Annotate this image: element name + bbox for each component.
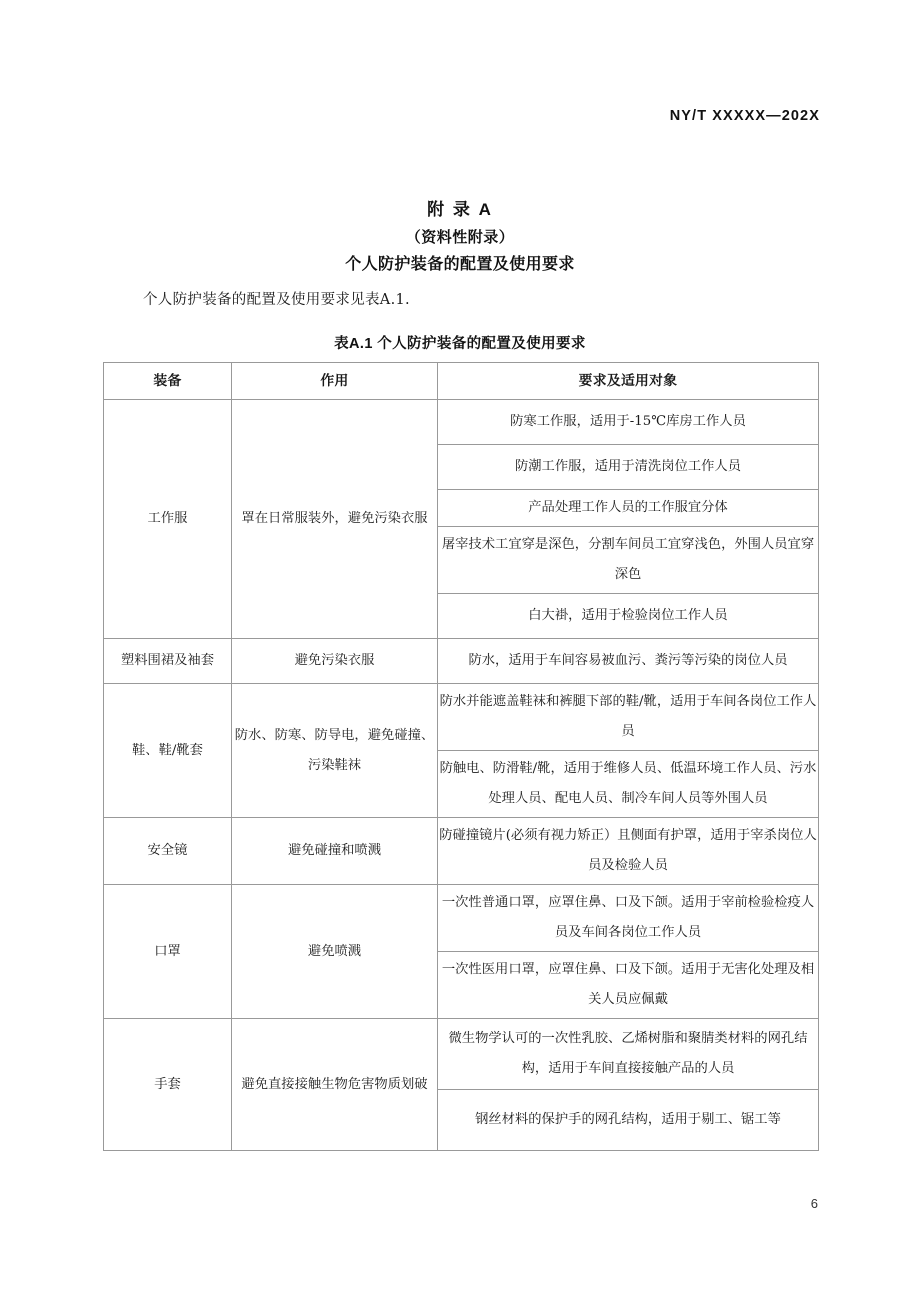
table-row [104,684,819,751]
requirement-cell: 微生物学认可的一次性乳胶、乙烯树脂和聚腈类材料的网孔结构，适用于车间直接接触产品的人员 [438,1019,819,1090]
table-header-row [104,363,819,400]
requirement-cell: 防寒工作服，适用于-15℃库房工作人员 [438,400,819,445]
column-header-function: 作用 [232,363,438,400]
standard-code-header: NY/T XXXXX—202X [669,108,820,124]
table-row [104,818,819,885]
table-caption: 表A.1 个人防护装备的配置及使用要求 [334,336,586,352]
requirement-cell: 防潮工作服，适用于清洗岗位工作人员 [438,445,819,490]
equipment-cell: 手套 [104,1019,232,1151]
equipment-cell: 工作服 [104,400,232,639]
table-row [104,639,819,684]
column-header-requirement: 要求及适用对象 [438,363,819,400]
function-cell: 避免喷溅 [232,885,438,1019]
equipment-cell: 鞋、鞋/靴套 [104,684,232,818]
requirement-cell: 防水并能遮盖鞋袜和裤腿下部的鞋/靴，适用于车间各岗位工作人员 [438,684,819,751]
requirement-cell: 钢丝材料的保护手的网孔结构，适用于剔工、锯工等 [438,1090,819,1151]
table-row [104,1019,819,1090]
requirement-cell: 屠宰技术工宜穿是深色，分割车间员工宜穿浅色，外围人员宜穿深色 [438,527,819,594]
requirement-cell: 一次性医用口罩，应罩住鼻、口及下颌。适用于无害化处理及相关人员应佩戴 [438,952,819,1019]
annex-title-block [0,196,920,279]
ppe-table-container [103,362,818,1151]
function-cell: 避免污染衣服 [232,639,438,684]
function-cell: 避免碰撞和喷溅 [232,818,438,885]
requirement-cell: 一次性普通口罩，应罩住鼻、口及下颌。适用于宰前检验检疫人员及车间各岗位工作人员 [438,885,819,952]
table-row [104,885,819,952]
page-number: 6 [810,1196,818,1211]
table-head [104,363,819,400]
requirement-cell: 防水，适用于车间容易被血污、粪污等污染的岗位人员 [438,639,819,684]
equipment-cell: 塑料围裙及袖套 [104,639,232,684]
intro-paragraph: 个人防护装备的配置及使用要求见表A.1. [143,292,410,308]
annex-label: 附 录 A [427,200,493,219]
function-cell: 防水、防寒、防导电，避免碰撞、污染鞋袜 [232,684,438,818]
table-body [104,400,819,1151]
function-cell: 避免直接接触生物危害物质划破 [232,1019,438,1151]
requirement-cell: 防触电、防滑鞋/靴，适用于维修人员、低温环境工作人员、污水处理人员、配电人员、制冷车间人员等外围人员 [438,751,819,818]
table-row [104,400,819,445]
equipment-cell: 安全镜 [104,818,232,885]
annex-kind: （资料性附录） [405,229,515,246]
requirement-cell: 防碰撞镜片(必须有视力矫正）且侧面有护罩，适用于宰杀岗位人员及检验人员 [438,818,819,885]
requirement-cell: 白大褂，适用于检验岗位工作人员 [438,594,819,639]
function-cell: 罩在日常服装外，避免污染衣服 [232,400,438,639]
requirement-cell: 产品处理工作人员的工作服宜分体 [438,490,819,527]
equipment-cell: 口罩 [104,885,232,1019]
annex-title: 个人防护装备的配置及使用要求 [345,256,575,273]
column-header-equipment: 装备 [104,363,232,400]
ppe-table [103,362,819,1151]
